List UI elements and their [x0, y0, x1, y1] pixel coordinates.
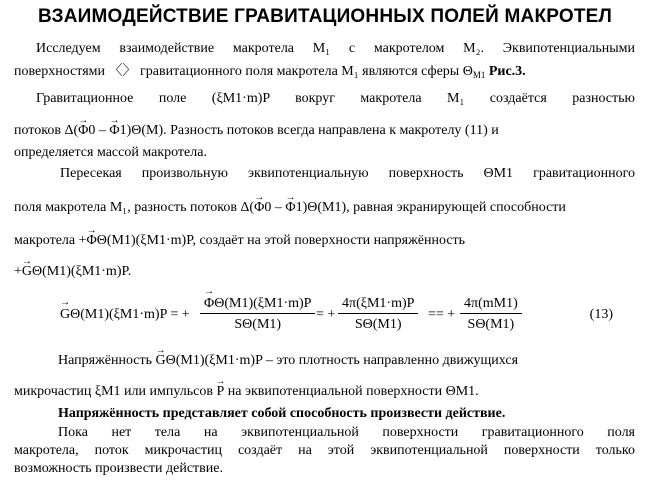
p4-text-a2: микрочастиц ξM1 или импульсов — [14, 384, 217, 399]
g-vector: → G — [22, 263, 32, 281]
eq-sign-2: = + — [316, 307, 336, 322]
p2-text-a: потоков Δ( — [14, 123, 79, 138]
fraction-1-numerator — [200, 296, 315, 314]
fraction-2-denominator: SΘ(M1) — [354, 317, 402, 332]
p2-text-e: 1)Θ(M). Разность потоков всегда направлена к макротелу (11) и — [119, 123, 499, 138]
p-vector: → P — [216, 383, 224, 401]
fraction-2-numerator: 4π(ξM1·m)P — [338, 296, 418, 314]
p1-line-1: Исследуем взаимодействие макротела M₁ с макротелом M₂. Эквипотенциальными — [36, 41, 635, 56]
p2-line-1: Гравитационное поле (ξM1·m)P вокруг макротела M₁ создаётся разностью — [36, 91, 635, 106]
phi-vector: → Φ — [78, 122, 88, 140]
fraction-2 — [338, 296, 418, 333]
p4-line-1 — [14, 352, 650, 370]
p4-text-c2: на эквипотенциальной поверхности ΘM1. — [224, 384, 479, 399]
p2-text-c: 0 – — [88, 123, 110, 138]
fraction-1-denominator: SΘ(M1) — [234, 317, 282, 332]
p3-text-a4: + — [14, 264, 22, 279]
p1-line-2-text: поверхностями 〈〉 гравитационного поля макротела M₁ являются сферы Θ — [14, 64, 473, 79]
equation-number: (13) — [589, 307, 613, 322]
phi-vector: → Φ — [285, 199, 295, 217]
phi-vector: → Φ — [87, 232, 97, 250]
p6-line-2: макротела, поток микрочастиц создаёт на этой эквипотенциальной поверхности только — [14, 443, 635, 458]
p6-line-3: возможность произвести действие. — [14, 461, 223, 476]
p3-text-a3: макротела + — [14, 233, 87, 248]
p3-line-2 — [14, 199, 635, 217]
p3-text-a: поля макротела M₁, разность потоков Δ( — [14, 200, 255, 215]
fraction-3-numerator: 4π(mM1) — [460, 296, 522, 314]
p4-text-a: Напряжённость — [58, 353, 156, 368]
eq-lhs-text: Θ(M1)(ξM1·m)P = + — [70, 307, 190, 322]
p2-line-3: определяется массой макротела. — [14, 145, 207, 160]
phi-vector: → Φ — [204, 296, 214, 312]
g-vector: → G — [60, 307, 70, 323]
fraction-1 — [200, 296, 315, 333]
p1-line-2-sub: M1 — [472, 70, 486, 80]
p3-text-c3: Θ(M1)(ξM1·m)P, создаёт на этой поверхности напряжённость — [96, 233, 466, 248]
figure-reference: Рис.3. — [488, 64, 526, 79]
p4-line-2 — [14, 383, 635, 401]
p4-text-c: Θ(M1)(ξM1·m)P – это плотность направленно движущихся — [165, 353, 519, 368]
p3-text-e: 1)Θ(M1), равная экранирующей способности — [295, 200, 566, 215]
p3-line-1: Пересекая произвольную эквипотенциальную поверхность ΘM1 гравитационного — [60, 166, 635, 181]
page-title: ВЗАИМОДЕЙСТВИЕ ГРАВИТАЦИОННЫХ ПОЛЕЙ МАКРОТЕЛ — [37, 6, 613, 27]
fraction-3-denominator: SΘ(M1) — [467, 317, 515, 332]
p3-line-3 — [14, 232, 635, 250]
p3-text-c4: Θ(M1)(ξM1·m)P. — [32, 264, 132, 279]
p3-text-c: 0 – — [264, 200, 286, 215]
phi-vector: → Φ — [109, 122, 119, 140]
p5-line: Напряжённость представляет собой способность произвести действие. — [58, 406, 506, 421]
phi-vector: → Φ — [254, 199, 264, 217]
p6-line-1: Пока нет тела на эквипотенциальной поверхности гравитационного поля — [58, 425, 635, 440]
p1-line-2 — [14, 63, 635, 84]
g-vector: → G — [156, 352, 166, 370]
fraction-3 — [460, 296, 522, 333]
fraction-1-num-text: Θ(M1)(ξM1·m)P — [214, 296, 312, 311]
p2-line-2 — [14, 122, 635, 140]
eq-sign-3: == + — [428, 307, 456, 322]
equation-13 — [60, 296, 635, 340]
eq-lhs — [60, 307, 190, 323]
p3-line-4 — [14, 263, 635, 281]
